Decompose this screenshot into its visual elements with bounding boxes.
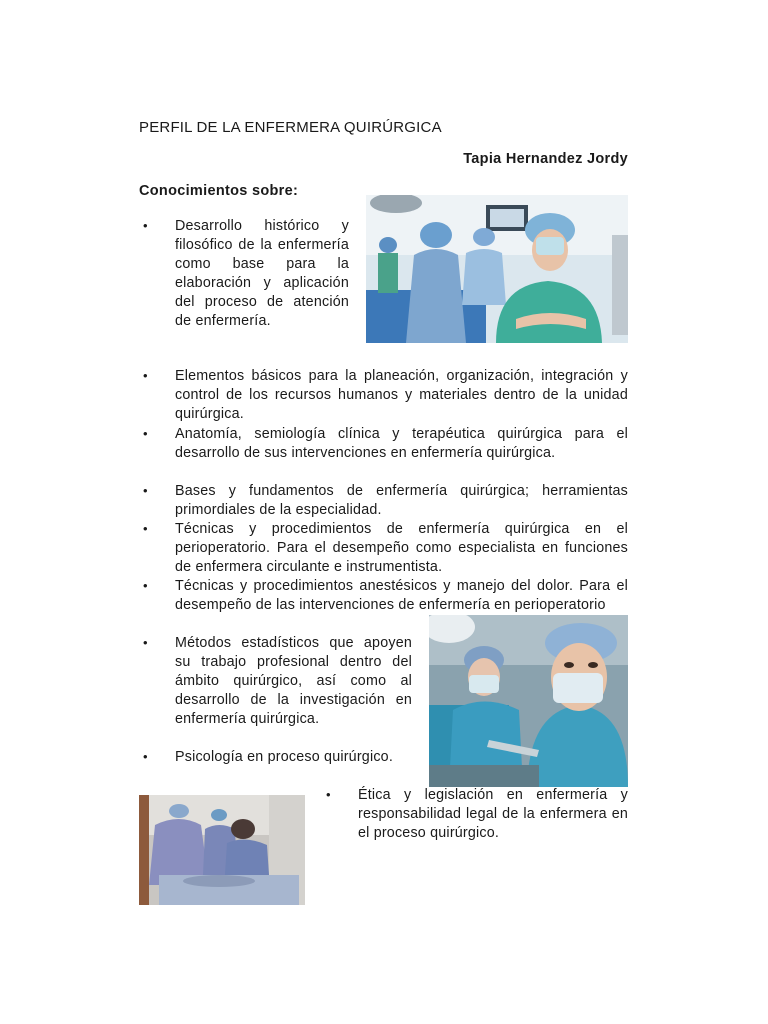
photo-surgical-team [429,615,628,787]
bullet-marker: • [143,368,148,383]
list-item [143,367,628,424]
list-item-text: Métodos estadísticos que apoyen su trabajo profesional dentro del ámbito quirúrgico, así como al desarrollo de la investigación en enfermería quirúrgica. [175,635,412,727]
list-item [143,577,628,615]
list-item [143,748,412,767]
list-item-text: Psicología en proceso quirúrgico. [175,749,393,765]
list-item-text: Ética y legislación en enfermería y responsabilidad legal de la enfermera en el proceso quirúrgico. [358,787,628,841]
list-item [143,482,628,520]
list-item [143,425,628,463]
bullet-marker: • [143,521,148,536]
list-item [143,634,412,729]
author-name: Tapia Hernandez Jordy [463,151,628,167]
list-item-text: Desarrollo histórico y filosófico de la enfermería como base para la elaboración y aplicación del proceso de atención de enfermería. [175,218,349,329]
list-item [143,520,628,577]
list-item [143,217,349,330]
photo-operating-room [139,795,305,905]
list-item-text: Técnicas y procedimientos de enfermería quirúrgica en el perioperatorio. Para el desempeño como especialista en funciones de enfermera circulante e instrumentista. [175,521,628,575]
bullet-marker: • [143,483,148,498]
list-item-text: Bases y fundamentos de enfermería quirúrgica; herramientas primordiales de la especialidad. [175,483,628,518]
bullet-marker: • [326,787,331,802]
list-item-text: Anatomía, semiología clínica y terapéutica quirúrgica para el desarrollo de sus intervenciones en enfermería quirúrgica. [175,426,628,461]
bullet-marker: • [143,426,148,441]
document-title: PERFIL DE LA ENFERMERA QUIRÚRGICA [139,119,442,136]
list-item-text: Técnicas y procedimientos anestésicos y manejo del dolor. Para el desempeño de las intervenciones de enfermería en perioperatorio [175,578,628,613]
section-heading: Conocimientos sobre: [139,183,299,199]
photo-nurse-green-scrubs [366,195,628,343]
list-item-text: Elementos básicos para la planeación, organización, integración y control de los recursos humanos y materiales dentro de la unidad quirúrgica. [175,368,628,422]
bullet-marker: • [143,635,148,650]
bullet-marker: • [143,749,148,764]
bullet-marker: • [143,218,148,233]
bullet-marker: • [143,578,148,593]
list-item [326,786,628,843]
